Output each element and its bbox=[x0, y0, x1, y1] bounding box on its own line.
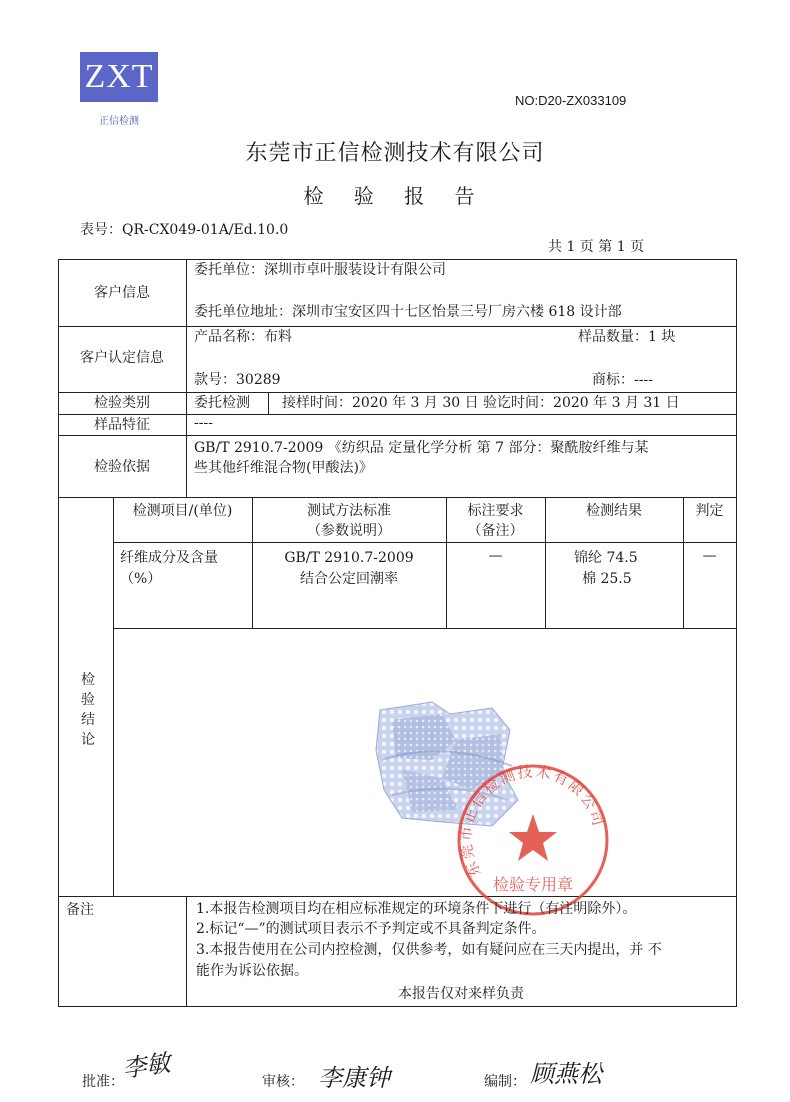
logo-subtitle: 正信检测 bbox=[99, 116, 139, 127]
product-name: 产品名称：布料 bbox=[194, 329, 292, 345]
confirm-info-label: 客户认定信息 bbox=[80, 350, 164, 366]
row-method: GB/T 2910.7-2009 bbox=[284, 550, 414, 566]
client-unit: 委托单位：深圳市卓叶服装设计有限公司 bbox=[194, 262, 446, 278]
report-number: NO:D20-ZX033109 bbox=[515, 93, 627, 108]
remark-footer: 本报告仅对来样负责 bbox=[398, 986, 524, 1002]
inspection-type-label: 检验类别 bbox=[94, 395, 150, 411]
col-header-requirement-sub: （备注） bbox=[467, 523, 524, 539]
inspection-seal-stamp bbox=[455, 762, 611, 918]
sample-quantity: 样品数量：1 块 bbox=[578, 329, 676, 345]
page-info: 共 1 页 第 1 页 bbox=[548, 239, 645, 255]
conclusion-char: 验 bbox=[81, 692, 95, 708]
stamp-arc-text: 东莞市正信检测技术有限公司 bbox=[456, 762, 609, 881]
approve-label: 批准： bbox=[82, 1074, 124, 1090]
row-verdict: — bbox=[702, 548, 717, 564]
col-header-method-sub: （参数说明） bbox=[307, 523, 391, 539]
company-logo: ZXT bbox=[80, 52, 158, 102]
company-name: 东莞市正信检测技术有限公司 bbox=[245, 141, 545, 166]
conclusion-char: 结 bbox=[81, 712, 95, 728]
trademark: 商标：---- bbox=[592, 372, 653, 388]
report-title: 检 验 报 告 bbox=[303, 184, 487, 208]
sample-feature-label: 样品特征 bbox=[94, 417, 150, 433]
remark-line-4: 能作为诉讼依据。 bbox=[196, 963, 308, 979]
remark-line-3: 3.本报告使用在公司内控检测，仅供参考，如有疑问应在三天内提出，并 不 bbox=[196, 942, 662, 958]
conclusion-label bbox=[78, 670, 98, 750]
conclusion-char: 论 bbox=[81, 732, 95, 748]
inspection-type-value: 委托检测 bbox=[194, 395, 250, 411]
client-info-label: 客户信息 bbox=[94, 285, 150, 301]
row-item-unit: （%） bbox=[120, 571, 162, 587]
row-result-1: 锦纶 74.5 bbox=[574, 550, 638, 566]
basis-label: 检验依据 bbox=[94, 459, 150, 475]
row-result-2: 棉 25.5 bbox=[582, 571, 632, 587]
form-number: 表号：QR-CX049-01A/Ed.10.0 bbox=[80, 222, 289, 238]
remarks-label: 备注 bbox=[66, 902, 94, 918]
prepare-signature: 顾燕松 bbox=[530, 1060, 602, 1088]
row-item: 纤维成分及含量 bbox=[120, 550, 218, 566]
col-header-result: 检测结果 bbox=[586, 503, 642, 519]
sample-feature-value: ---- bbox=[194, 415, 213, 431]
col-header-item: 检测项目/(单位) bbox=[132, 503, 233, 519]
col-header-method: 测试方法标准 bbox=[307, 503, 391, 519]
col-header-requirement: 标注要求 bbox=[467, 503, 524, 519]
row-method-note: 结合公定回潮率 bbox=[300, 571, 398, 587]
row-requirement: — bbox=[488, 548, 503, 564]
prepare-label: 编制： bbox=[484, 1074, 526, 1090]
remark-line-1: 1.本报告检测项目均在相应标准规定的环境条件下进行（有注明除外）。 bbox=[196, 901, 637, 917]
basis-line-1: GB/T 2910.7-2009 《纺织品 定量化学分析 第 7 部分：聚酰胺纤维与某 bbox=[194, 440, 649, 456]
style-number: 款号：30289 bbox=[194, 372, 281, 388]
remark-line-2: 2.标记“—”的测试项目表示不予判定或不具备判定条件。 bbox=[196, 921, 546, 937]
inspection-dates: 接样时间：2020 年 3 月 30 日 验讫时间：2020 年 3 月 31 日 bbox=[282, 395, 680, 411]
stamp-center-text: 检验专用章 bbox=[492, 875, 574, 894]
client-address: 委托单位地址：深圳市宝安区四十七区怡景三号厂房六楼 618 设计部 bbox=[194, 304, 622, 320]
review-signature: 李康钟 bbox=[318, 1064, 390, 1092]
approve-signature: 李敏 bbox=[120, 1048, 173, 1084]
conclusion-char: 检 bbox=[81, 672, 95, 688]
col-header-verdict: 判定 bbox=[695, 503, 724, 519]
review-label: 审核： bbox=[262, 1074, 304, 1090]
basis-line-2: 些其他纤维混合物(甲酸法)》 bbox=[194, 460, 373, 476]
